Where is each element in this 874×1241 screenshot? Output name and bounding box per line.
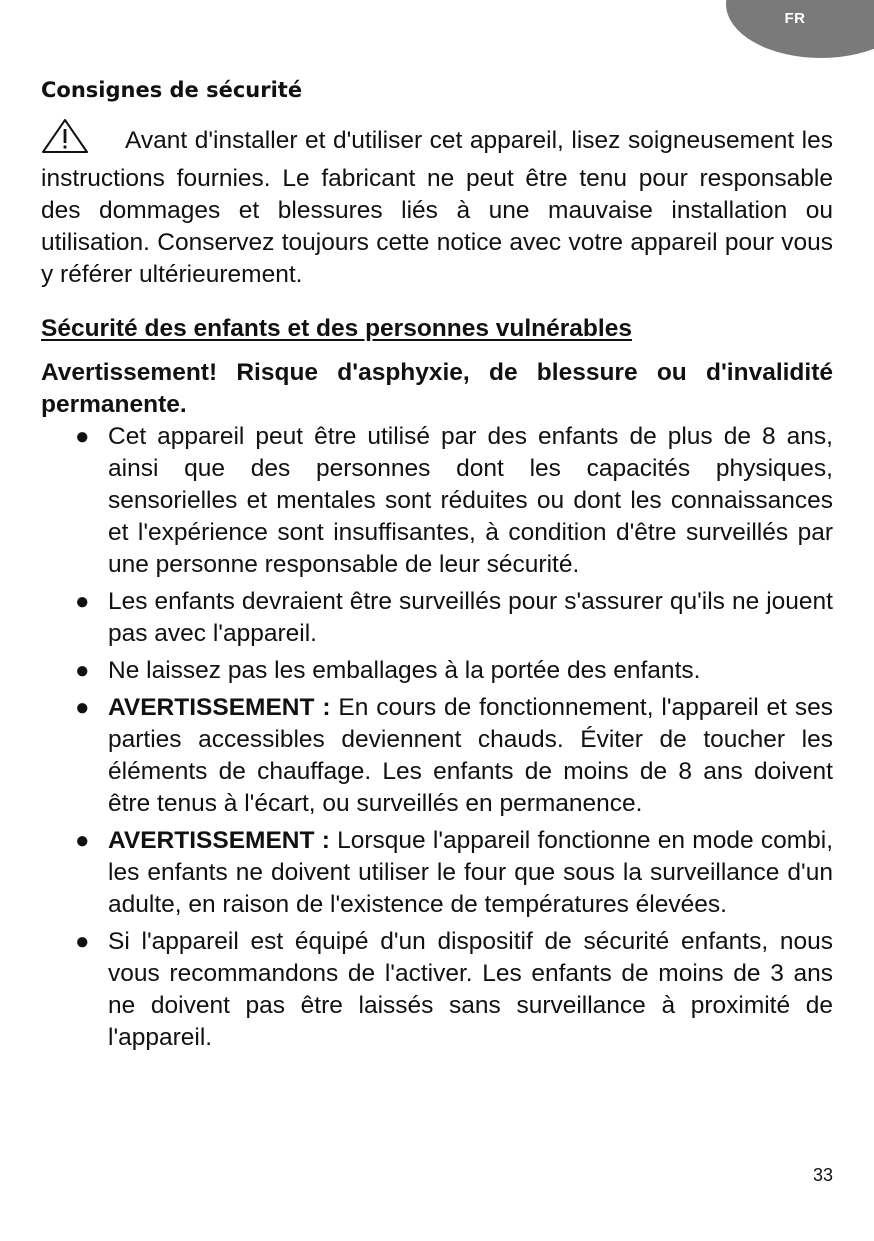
safety-list <box>41 421 833 1054</box>
list-item <box>41 421 833 581</box>
warning-triangle-icon <box>41 118 89 163</box>
item-text: Lorsque l'appareil fonctionne en mode combi, les enfants ne doivent utiliser le four que sous la surveillance d'un adulte, en raison de l'existence de températures élevées. <box>108 827 834 918</box>
list-item <box>41 655 833 687</box>
item-text: Cet appareil peut être utilisé par des enfants de plus de 8 ans, ainsi que des personnes dont les capacités physiques, sensorielles et mentales sont réduites ou dont les connaissances et l'expérience sont insuffisantes, à condition d'être surveillés par une personne responsable de leur sécurité. <box>108 423 833 578</box>
bullet-icon: ● <box>75 827 90 854</box>
intro-text: Avant d'installer et d'utiliser cet appareil, lisez soigneusement les instructions fournies. Le fabricant ne peut être tenu pour responsable des dommages et blessures liés à une mauvaise installation ou utilisation. Conservez toujours cette notice avec votre appareil pour vous y référer ultérieurement. <box>41 127 833 288</box>
item-text: En cours de fonctionnement, l'appareil et ses parties accessibles deviennent chauds. Éviter de toucher les éléments de chauffage. Les enfants de moins de 8 ans doivent être tenus à l'écart, ou surveillés en permanence. <box>108 694 833 817</box>
page-content <box>41 72 833 1059</box>
list-item <box>41 825 833 921</box>
item-label: AVERTISSEMENT : <box>108 694 331 721</box>
intro-paragraph <box>41 118 833 291</box>
subsection-title: Sécurité des enfants et des personnes vulnérables <box>41 315 632 342</box>
language-tab <box>726 0 874 58</box>
bullet-icon: ● <box>75 928 90 955</box>
language-label: FR <box>784 10 806 27</box>
item-label: AVERTISSEMENT : <box>108 827 330 854</box>
list-item <box>41 692 833 820</box>
list-item <box>41 586 833 650</box>
list-item <box>41 926 833 1054</box>
item-text: Ne laissez pas les emballages à la portée des enfants. <box>108 657 701 684</box>
bullet-icon: ● <box>75 657 90 684</box>
warning-text: Avertissement! Risque d'asphyxie, de blessure ou d'invalidité permanente. <box>41 359 833 418</box>
page-number: 33 <box>812 1165 833 1185</box>
bullet-icon: ● <box>75 423 90 450</box>
section-title: Consignes de sécurité <box>41 78 303 102</box>
bullet-icon: ● <box>75 694 90 721</box>
bullet-icon: ● <box>75 588 90 615</box>
item-text: Les enfants devraient être surveillés pour s'assurer qu'ils ne jouent pas avec l'appareil. <box>108 588 833 647</box>
item-text: Si l'appareil est équipé d'un dispositif de sécurité enfants, nous vous recommandons de l'activer. Les enfants de moins de 3 ans ne doivent pas être laissés sans surveillance à proximité de l'appareil. <box>108 928 833 1051</box>
